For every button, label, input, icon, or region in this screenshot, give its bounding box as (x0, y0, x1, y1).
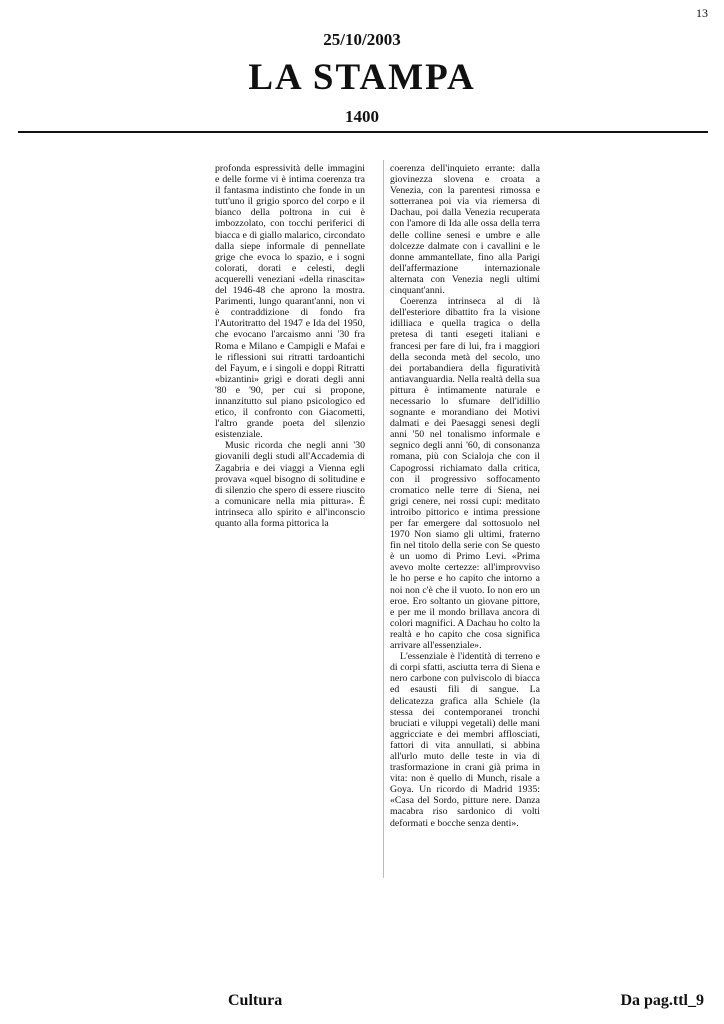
page-code: 1400 (345, 107, 379, 126)
footer-source: Da pag.ttl_9 (620, 992, 704, 1009)
article-paragraph: Coerenza intrinseca al di là dell'esteriore dibattito fra la visione idilliaca e quella tragica o della pretesa di tanti esegeti italiani e francesi per fare di lui, fra i maggiori della seconda metà del secolo, uno dei portabandiera della figuratività antiavanguardia. Nella realtà della sua pittura è intimamente naturale e necessario lo sfumare dell'idillio sognante e morandiano dei Motivi dalmati e dei Paesaggi senesi degli anni '50 nel tonalismo informale e segnico degli anni '60, di consonanza romana, più con Scialoja che con il Capogrossi richiamato dalla critica, con il progressivo soffocamento cromatico nelle terre di Siena, nei grigi cenere, nei rossi cupi: meditato introibo pittorico e intima pressione per far emergere dal sottosuolo nel 1970 Non siamo gli ultimi, fraterno fin nel titolo della serie con Se questo è un uomo di Primo Levi. «Prima avevo molte certezze: all'improvviso le ho perse e ho capito che intorno a noi non c'è che il vuoto. Io non ero un eroe. Ero soltanto un giovane pittore, e per me il mondo brillava ancora di colori magnifici. A Dachau ho colto la realtà e ho capito che cosa significa arrivare all'essenziale». (390, 296, 540, 652)
article-paragraph: profonda espressività delle immagini e delle forme vi è intima coerenza tra il fantasma indistinto che fonde in un tutt'uno il grigio sporco del corpo e il bianco della poltrona in cui è imbozzolato, con tocchi periferici di biacca e di giallo malarico, circondato dalla siepe informale di pennellate grige che evoca lo spazio, e i sogni colorati, dorati e celesti, degli acquerelli veneziani «della rinascita» del 1946-48 che aprono la mostra. Parimenti, lungo quarant'anni, non vi è contraddizione di fondo fra l'Autoritratto del 1947 e Ida del 1950, che evocano l'arcaismo anni '30 fra Roma e Milano e Campigli e Mafai e le riflessioni sui ritratti tardoantichi del Fayum, e i singoli e doppi Ritratti «bizantini» grigi e dorati degli anni '80 e '90, per cui si propone, innanzitutto sul piano psicologico ed etico, il confronto con Giacometti, l'altro grande poeta del silenzio esistenziale. (215, 163, 365, 441)
footer-section: Cultura (228, 992, 283, 1009)
article-paragraph: Music ricorda che negli anni '30 giovanili degli studi all'Accademia di Zagabria e dei viaggi a Vienna egli provava «quel bisogno di solitudine e di silenzio che spero di essere riuscito a comunicare nella mia pittura». È intrinseca allo spirito e all'inconscio quanto alla forma pittorica la (215, 440, 365, 529)
header-rule (18, 131, 708, 133)
article-right-column (390, 163, 540, 829)
article-paragraph: coerenza dell'inquieto errante: dalla giovinezza slovena e croata a Venezia, con la parentesi rimossa e sotterranea poi via via riemersa di Dachau, poi dalla Venezia recuperata con l'amore di Ida alle ossa della terra delle colline senesi e umbre e alle dolcezze dalmate con i cavallini e le donne ammantellate, fino alla Parigi dell'affermazione internazionale alternata con Venezia negli ultimi cinquant'anni. (390, 163, 540, 297)
publication-date: 25/10/2003 (323, 30, 401, 49)
page-number: 13 (696, 6, 708, 20)
article-paragraph: L'essenziale è l'identità di terreno e di corpi sfatti, asciutta terra di Siena e nero carbone con pulviscolo di biacca ed esausti fili di sangue. La delicatezza grafica alla Schiele (la stessa dei contemporanei tronchi bruciati e viluppi vegetali) delle mani aggricciate e dei membri afflosciati, fattori di vita annullati, si abbina all'urlo muto delle teste in via di trasformazione in crani già prima in vita: non è quello di Munch, risale a Goya. Un ricordo di Madrid 1935: «Casa del Sordo, pitture nere. Danza macabra riso sardonico di volti deformati e bocche senza denti». (390, 651, 540, 829)
column-divider (383, 160, 384, 878)
article-left-column (215, 163, 365, 529)
newspaper-masthead: LA STAMPA (248, 57, 476, 98)
